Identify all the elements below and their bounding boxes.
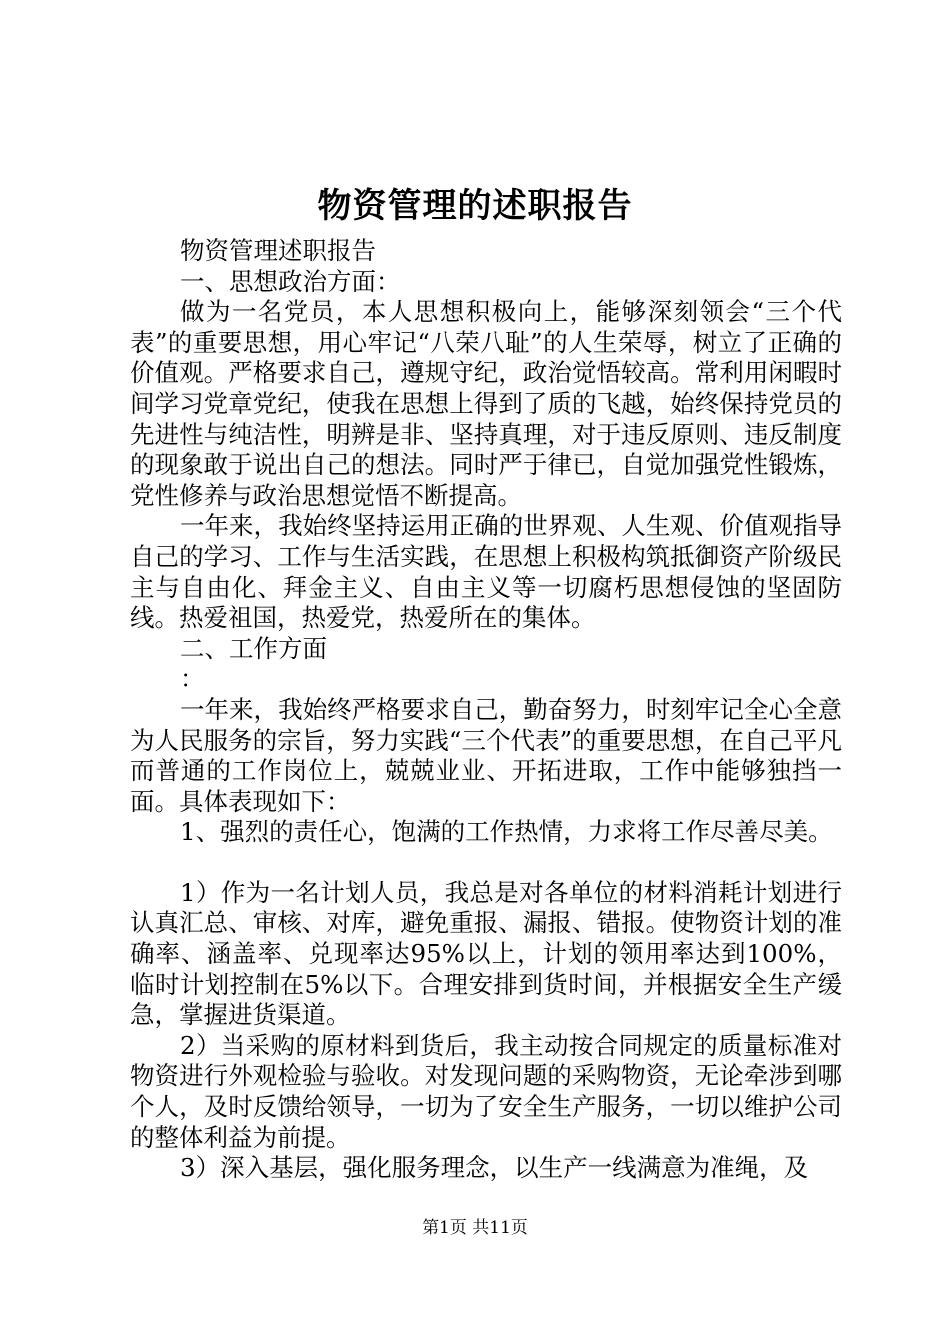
- document-title: 物资管理的述职报告: [317, 186, 633, 226]
- document-body: [130, 236, 842, 1184]
- paragraph-political-1: 做为一名党员，本人思想积极向上，能够深刻领会“三个代表”的重要思想，用心牢记“八荣八耻”的人生荣辱，树立了正确的价值观。严格要求自己，遵规守纪，政治觉悟较高。常利用闲暇时间学习党章党纪，使我在思想上得到了质的飞越，始终保持党员的先进性与纯洁性，明辨是非、坚持真理，对于违反原则、违反制度的现象敢于说出自己的想法。同时严于律已，自觉加强党性锻炼，党性修养与政治思想觉悟不断提高。: [130, 297, 842, 510]
- paragraph-section-1-heading: 一、思想政治方面：: [180, 266, 401, 296]
- paragraph-subpoint-1: 1）作为一名计划人员，我总是对各单位的材料消耗计划进行认真汇总、审核、对库，避免重报、漏报、错报。使物资计划的准确率、涵盖率、兑现率达95%以上，计划的领用率达到100%，临时计划控制在5%以下。合理安排到货时间，并根据安全生产缓急，掌握进货渠道。: [130, 877, 842, 1030]
- paragraph-section-2-heading: 二、工作方面: [180, 633, 327, 663]
- paragraph-subpoint-2: 2）当采购的原材料到货后，我主动按合同规定的质量标准对物资进行外观检验与验收。对发现问题的采购物资，无论牵涉到哪个人，及时反馈给领导，一切为了安全生产服务，一切以维护公司的整体利益为前提。: [130, 1030, 842, 1152]
- paragraph-subtitle: 物资管理述职报告: [180, 236, 376, 265]
- page-footer: 第1页 共11页: [422, 1218, 528, 1238]
- paragraph-colon: ：: [180, 664, 205, 694]
- paragraph-political-2: 一年来，我始终坚持运用正确的世界观、人生观、价值观指导自己的学习、工作与生活实践，在思想上积极构筑抵御资产阶级民主与自由化、拜金主义、自由主义等一切腐朽思想侵蚀的坚固防线。热爱祖国，热爱党，热爱所在的集体。: [130, 511, 842, 633]
- paragraph-subpoint-3: 3）深入基层，强化服务理念，以生产一线满意为准绳，及: [180, 1153, 809, 1183]
- paragraph-gap: [130, 848, 842, 878]
- paragraph-point-1: 1、强烈的责任心，饱满的工作热情，力求将工作尽善尽美。: [180, 817, 833, 847]
- paragraph-work-intro: 一年来，我始终严格要求自己，勤奋努力，时刻牢记全心全意为人民服务的宗旨，努力实践“三个代表”的重要思想，在自己平凡而普通的工作岗位上，兢兢业业、开拓进取，工作中能够独挡一面。具体表现如下：: [130, 694, 842, 816]
